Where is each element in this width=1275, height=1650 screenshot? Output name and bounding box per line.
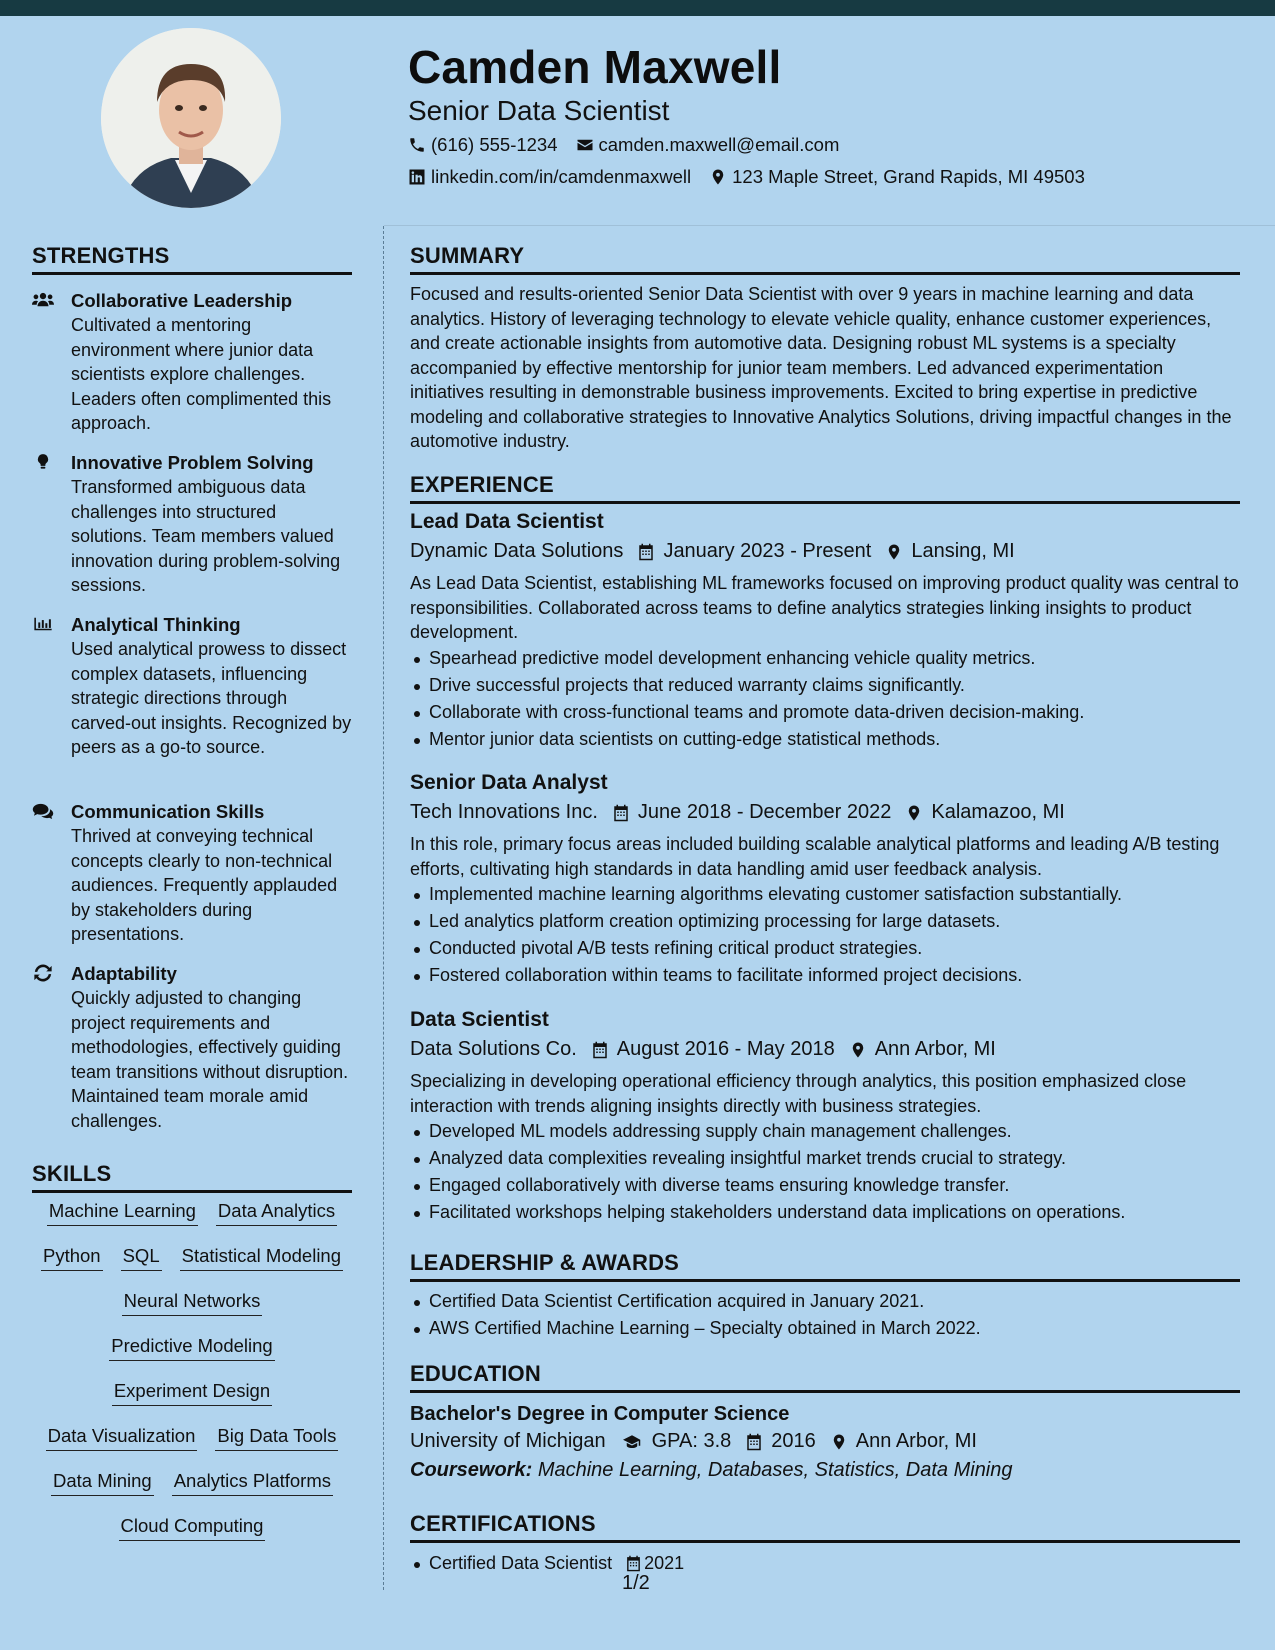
header-rule	[384, 225, 1275, 226]
phone-text: (616) 555-1234	[431, 134, 558, 155]
education-meta	[410, 1430, 1240, 1453]
comments-icon	[32, 802, 56, 822]
strength-item	[32, 451, 352, 598]
coursework-label: Coursework:	[410, 1459, 533, 1481]
job-company: Data Solutions Co.	[410, 1038, 577, 1060]
strength-item	[32, 962, 352, 1134]
gpa: GPA: 3.8	[651, 1430, 732, 1452]
job-bullet: Spearhead predictive model development enhancing vehicle quality metrics.	[410, 645, 1240, 672]
summary-text: Focused and results-oriented Senior Data Scientist with over 9 years in machine learning and data analytics. History of leveraging technology to elevate vehicle quality, enhance customer experiences, and create actionable insights from automotive data. Designing robust ML systems is a specialty accompanied by effective mentorship for junior team members. Led advanced experimentation initiatives resulting in demonstrable business improvements. Excited to bring expertise in predictive modeling and collaborative strategies to Innovative Analytics Solutions, driving impactful changes in the automotive industry.	[410, 284, 1232, 451]
strength-description: Used analytical prowess to dissect complex datasets, influencing strategic directions through carved-out insights. Recognized by peers as a go-to source.	[71, 639, 352, 758]
job-dates: January 2023 - Present	[663, 540, 872, 562]
job-title: Senior Data Analyst	[410, 771, 608, 794]
certifications-heading: CERTIFICATIONS	[410, 1511, 1240, 1543]
job-bullet: Engaged collaboratively with diverse teams ensuring knowledge transfer.	[410, 1172, 1240, 1199]
school-location: Ann Arbor, MI	[855, 1430, 977, 1452]
skills-list	[32, 1198, 352, 1558]
job-title: Data Scientist	[410, 1008, 549, 1031]
coursework-list: Machine Learning, Databases, Statistics, Data Mining	[537, 1459, 1013, 1481]
refresh-icon	[32, 964, 56, 984]
top-accent-bar	[0, 0, 1275, 16]
skill-tag: Data Visualization	[46, 1423, 198, 1451]
strength-item	[32, 613, 352, 760]
strength-description: Transformed ambiguous data challenges into structured solutions. Team members valued innovation during problem-solving sessions.	[71, 477, 341, 596]
awards-list	[410, 1288, 1240, 1342]
phone-contact[interactable]	[408, 134, 558, 156]
skill-tag: Experiment Design	[112, 1378, 272, 1406]
map-pin-icon	[709, 168, 727, 186]
job-location: Kalamazoo, MI	[931, 801, 1065, 823]
strength-title: Innovative Problem Solving	[71, 452, 314, 473]
map-pin-icon	[885, 543, 903, 561]
page-number: 1/2	[622, 1572, 650, 1594]
skill-tag: Predictive Modeling	[109, 1333, 274, 1361]
graduation-year: 2016	[771, 1430, 816, 1452]
certification-item	[410, 1550, 1240, 1577]
candidate-title: Senior Data Scientist	[408, 95, 670, 126]
contact-row-1	[408, 134, 851, 156]
strength-title: Collaborative Leadership	[71, 290, 293, 311]
strength-description: Cultivated a mentoring environment where junior data scientists explore challenges. Leaders often complimented this approach.	[71, 315, 332, 434]
skills-row	[32, 1333, 352, 1378]
award-item: AWS Certified Machine Learning – Specialty obtained in March 2022.	[410, 1315, 1240, 1342]
calendar-icon	[591, 1041, 609, 1059]
strength-description: Thrived at conveying technical concepts clearly to non-technical audiences. Frequently applauded by stakeholders during presentations.	[71, 826, 338, 945]
experience-heading: EXPERIENCE	[410, 472, 1240, 504]
email-text: camden.maxwell@email.com	[598, 134, 840, 155]
job-bullet: Implemented machine learning algorithms elevating customer satisfaction substantially.	[410, 881, 1240, 908]
skill-tag: Statistical Modeling	[180, 1243, 343, 1271]
linkedin-icon	[408, 168, 426, 186]
strengths-heading: STRENGTHS	[32, 243, 352, 275]
award-item: Certified Data Scientist Certification acquired in January 2021.	[410, 1288, 1240, 1315]
email-contact[interactable]	[576, 134, 840, 156]
calendar-icon	[612, 804, 630, 822]
skill-tag: Cloud Computing	[119, 1513, 266, 1541]
job-description: In this role, primary focus areas included building scalable analytical platforms and leading A/B testing efforts, cultivating high standards in data handling amid user feedback analysis.	[410, 834, 1220, 879]
job-bullet: Developed ML models addressing supply chain management challenges.	[410, 1118, 1240, 1145]
strength-title: Adaptability	[71, 963, 177, 984]
job-bullets	[410, 1118, 1240, 1226]
map-pin-icon	[849, 1041, 867, 1059]
lightbulb-icon	[32, 453, 56, 473]
skills-row	[32, 1378, 352, 1423]
job-location: Lansing, MI	[911, 540, 1015, 562]
strength-title: Communication Skills	[71, 801, 265, 822]
strength-description: Quickly adjusted to changing project requirements and methodologies, effectively guiding team transitions without disruption. Maintained team morale amid challenges.	[71, 988, 349, 1131]
job-bullet: Fostered collaboration within teams to facilitate informed project decisions.	[410, 962, 1240, 989]
profile-photo-illustration	[101, 28, 281, 208]
calendar-icon	[637, 543, 655, 561]
job-bullet: Facilitated workshops helping stakeholders understand data implications on operations.	[410, 1199, 1240, 1226]
job-entry	[410, 510, 1240, 753]
skill-tag: Machine Learning	[47, 1198, 198, 1226]
skills-heading: SKILLS	[32, 1161, 352, 1193]
skill-tag: Big Data Tools	[215, 1423, 338, 1451]
calendar-icon	[625, 1555, 642, 1572]
skill-tag: Python	[41, 1243, 103, 1271]
job-bullet: Conducted pivotal A/B tests refining critical product strategies.	[410, 935, 1240, 962]
job-entry	[410, 771, 1240, 989]
profile-photo	[101, 28, 281, 208]
skill-tag: Data Mining	[51, 1468, 154, 1496]
job-bullet: Drive successful projects that reduced warranty claims significantly.	[410, 672, 1240, 699]
job-location: Ann Arbor, MI	[874, 1038, 996, 1060]
certification-name: Certified Data Scientist	[429, 1553, 613, 1573]
map-pin-icon	[905, 804, 923, 822]
calendar-icon	[745, 1433, 763, 1451]
job-entry	[410, 1008, 1240, 1226]
job-bullet: Collaborate with cross-functional teams and promote data-driven decision-making.	[410, 699, 1240, 726]
job-bullet: Mentor junior data scientists on cutting-edge statistical methods.	[410, 726, 1240, 753]
job-meta	[410, 540, 1240, 563]
education-entry	[410, 1403, 1240, 1482]
linkedin-contact[interactable]	[408, 166, 691, 188]
job-description: As Lead Data Scientist, establishing ML frameworks focused on improving product quality was central to responsibilities. Collaborated across teams to define analytics strategies linking insights to product development.	[410, 573, 1239, 642]
job-title: Lead Data Scientist	[410, 510, 604, 533]
strength-item	[32, 289, 352, 436]
job-meta	[410, 801, 1240, 824]
skills-row	[32, 1288, 352, 1333]
strength-item	[32, 800, 352, 947]
job-bullets	[410, 881, 1240, 989]
address-text: 123 Maple Street, Grand Rapids, MI 49503	[732, 166, 1085, 187]
map-pin-icon	[830, 1433, 848, 1451]
job-bullets	[410, 645, 1240, 753]
certification-year: 2021	[644, 1553, 685, 1573]
job-bullet: Analyzed data complexities revealing insightful market trends crucial to strategy.	[410, 1145, 1240, 1172]
skills-row	[32, 1423, 352, 1468]
skill-tag: SQL	[121, 1243, 162, 1271]
strength-title: Analytical Thinking	[71, 614, 241, 635]
address-contact	[709, 166, 1085, 188]
envelope-icon	[576, 136, 594, 154]
job-company: Dynamic Data Solutions	[410, 540, 624, 562]
skill-tag: Data Analytics	[216, 1198, 337, 1226]
skill-tag: Analytics Platforms	[172, 1468, 333, 1496]
school-name: University of Michigan	[410, 1430, 606, 1452]
coursework	[410, 1459, 1240, 1482]
job-description: Specializing in developing operational efficiency through analytics, this position emphasized close interaction with trends aligning insights directly with business strategies.	[410, 1071, 1187, 1116]
graduation-cap-icon	[620, 1433, 644, 1451]
skills-row	[32, 1513, 352, 1558]
linkedin-text: linkedin.com/in/camdenmaxwell	[431, 166, 692, 187]
awards-heading: LEADERSHIP & AWARDS	[410, 1250, 1240, 1282]
users-icon	[32, 291, 56, 311]
candidate-name: Camden Maxwell	[408, 41, 782, 93]
skills-row	[32, 1468, 352, 1513]
phone-icon	[408, 136, 426, 154]
summary-heading: SUMMARY	[410, 243, 1240, 275]
skills-row	[32, 1198, 352, 1243]
job-meta	[410, 1038, 1240, 1061]
certifications-list	[410, 1550, 1240, 1577]
contact-row-2	[408, 166, 1097, 188]
job-company: Tech Innovations Inc.	[410, 801, 598, 823]
education-heading: EDUCATION	[410, 1361, 1240, 1393]
column-divider	[383, 226, 384, 1590]
bar-chart-icon	[32, 615, 56, 635]
skills-row	[32, 1243, 352, 1288]
skill-tag: Neural Networks	[122, 1288, 263, 1316]
job-bullet: Led analytics platform creation optimizing processing for large datasets.	[410, 908, 1240, 935]
job-dates: August 2016 - May 2018	[616, 1038, 835, 1060]
degree-title: Bachelor's Degree in Computer Science	[410, 1403, 790, 1425]
job-dates: June 2018 - December 2022	[637, 801, 892, 823]
